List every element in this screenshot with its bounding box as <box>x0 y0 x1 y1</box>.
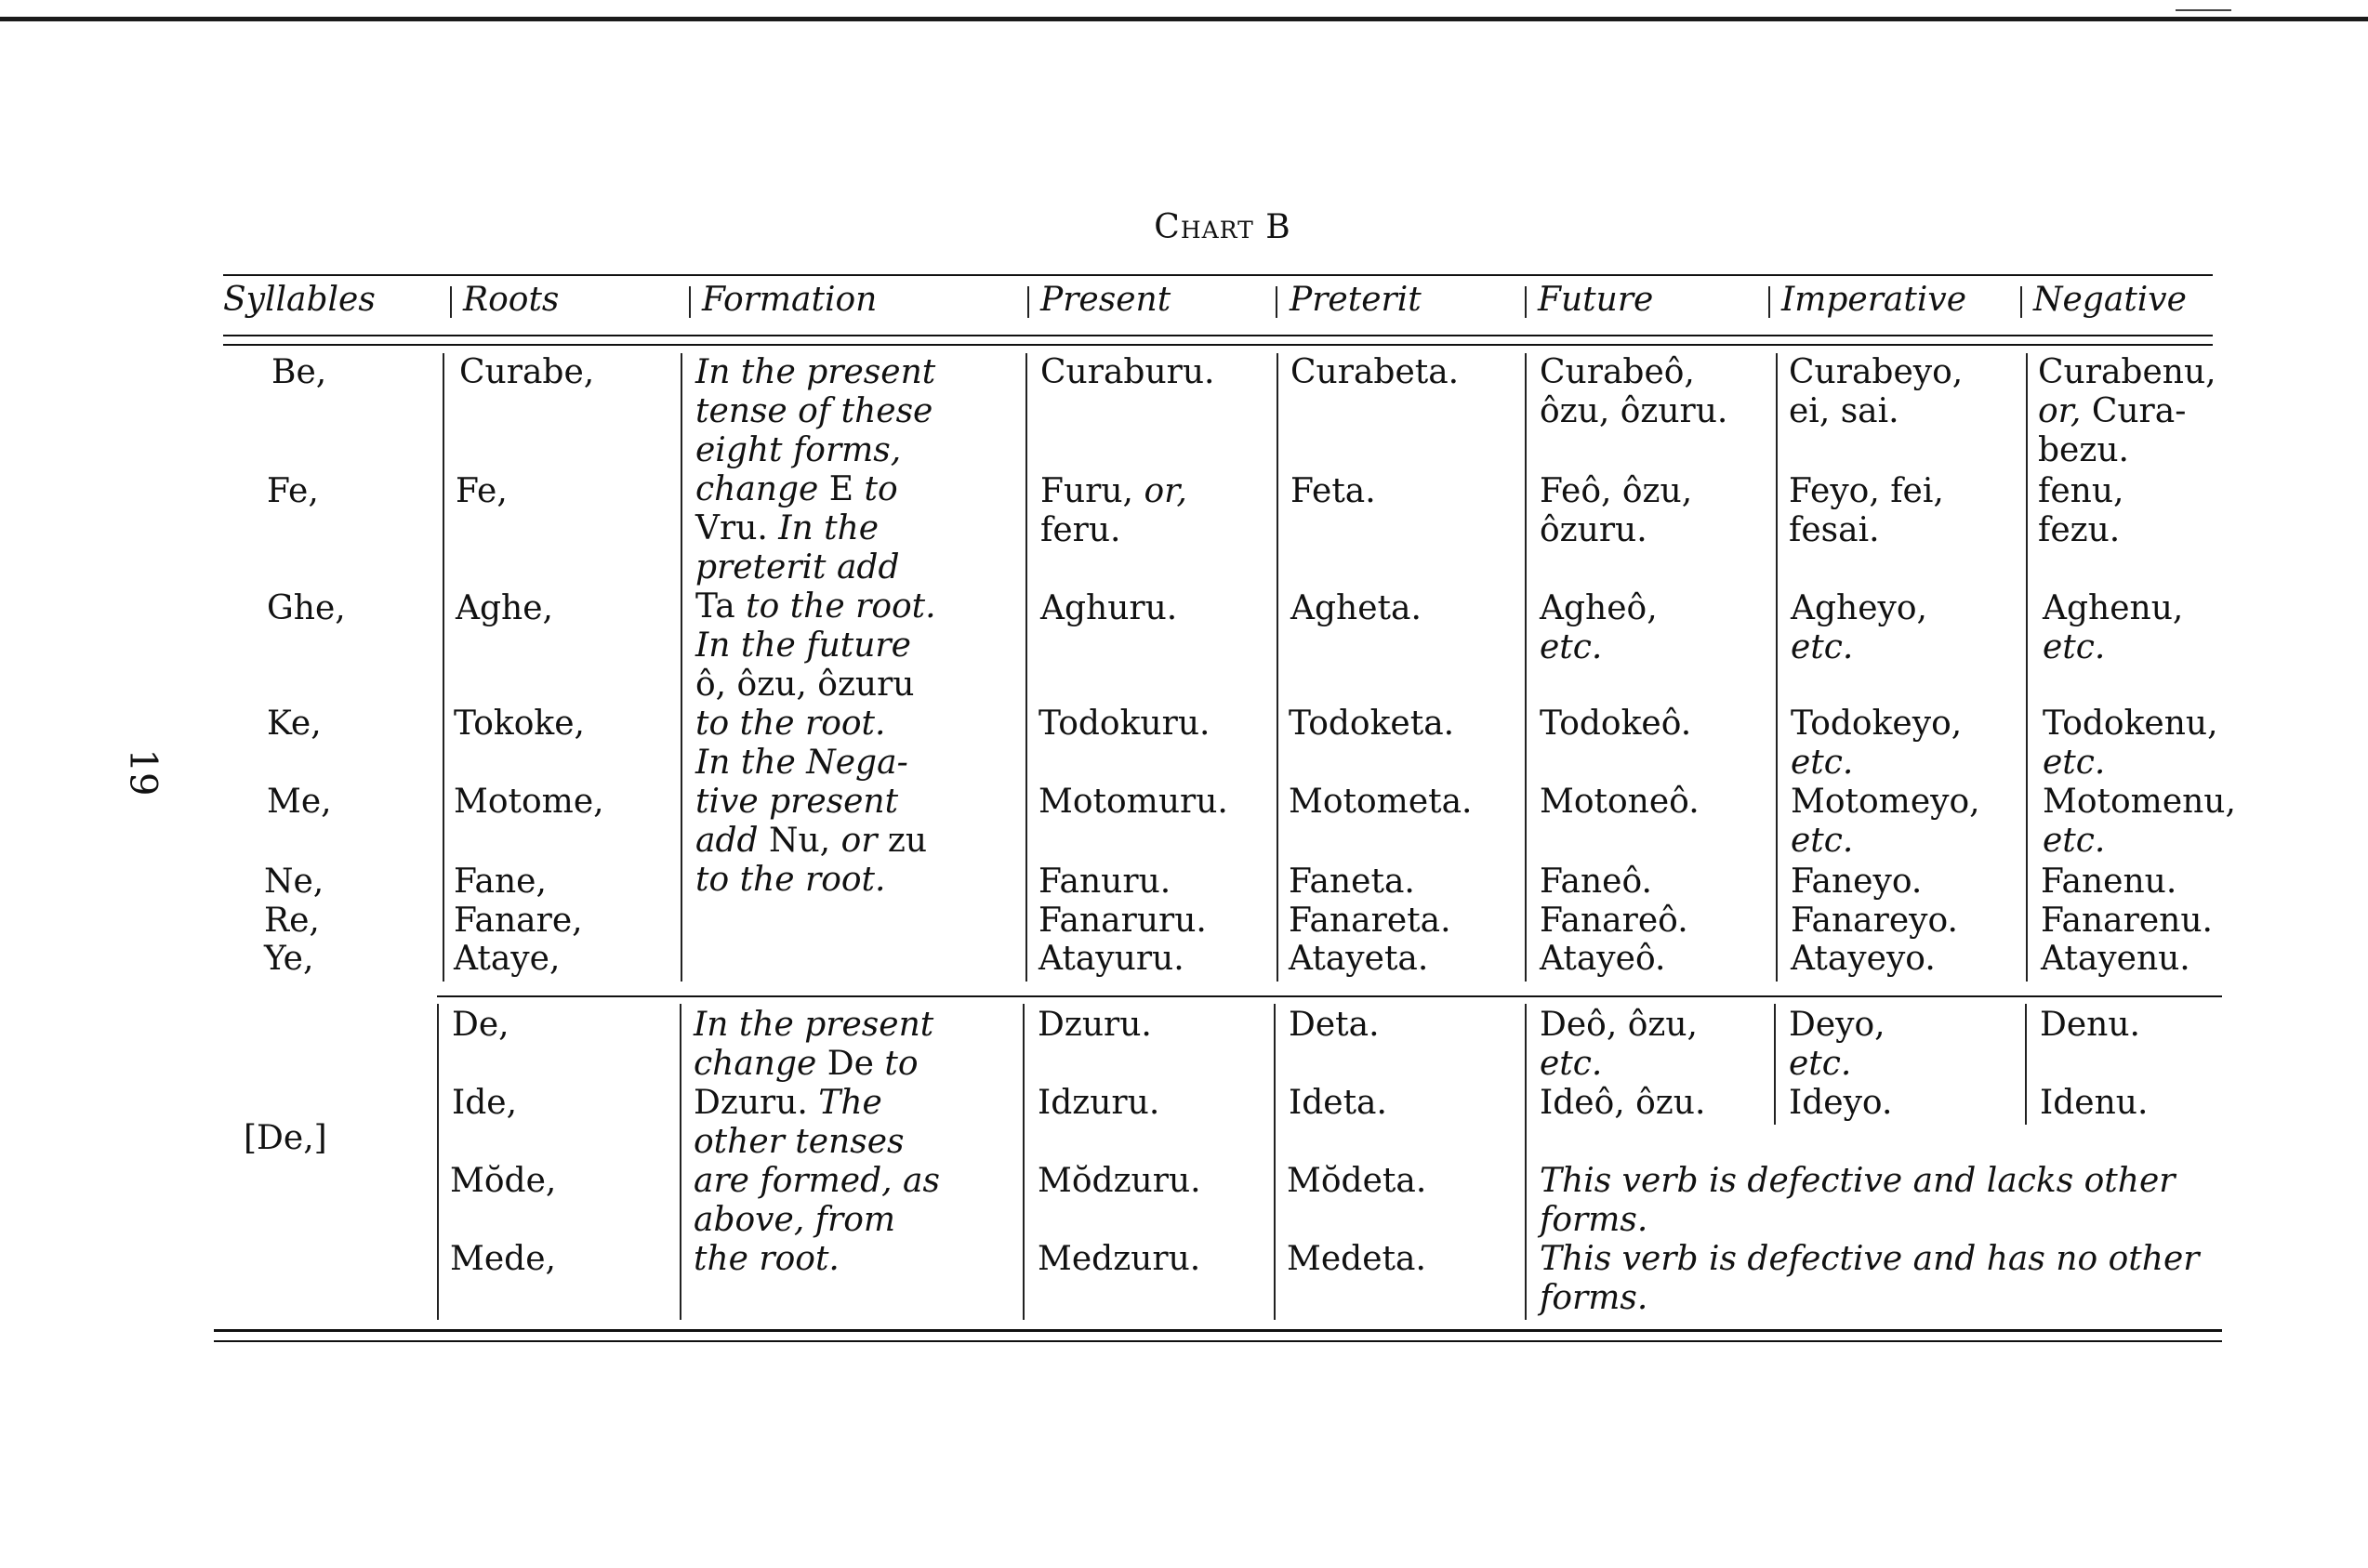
col-line-future-upper <box>1525 353 1527 982</box>
col-line-present-lower <box>1023 1004 1025 1320</box>
preterit-cell: Curabeta. <box>1290 353 1460 391</box>
col-line-roots-lower <box>437 1004 439 1320</box>
header-sep-2 <box>689 286 691 318</box>
table-bottom-rule-2 <box>214 1340 2222 1342</box>
future-cell: Fanareô. <box>1540 902 1688 940</box>
root-cell: Aghe, <box>456 589 553 627</box>
root-cell: Motome, <box>454 783 604 821</box>
negative-cell: fenu, fezu. <box>2038 472 2124 549</box>
imperative-cell: Faneyo. <box>1791 863 1923 901</box>
header-sep-3 <box>1027 286 1029 318</box>
header-formation: Formation <box>702 281 878 319</box>
present-cell: Atayuru. <box>1038 940 1184 978</box>
future-cell: Atayeô. <box>1540 940 1666 978</box>
imperative-cell: Fanareyo. <box>1791 902 1958 940</box>
root-cell: Mede, <box>450 1240 556 1278</box>
present-cell: Fanaruru. <box>1038 902 1207 940</box>
header-imperative: Imperative <box>1781 281 1967 319</box>
preterit-cell: Ideta. <box>1289 1084 1387 1122</box>
preterit-cell: Medeta. <box>1287 1240 1426 1278</box>
header-present: Present <box>1040 281 1171 319</box>
present-cell: Medzuru. <box>1038 1240 1201 1278</box>
negative-cell: Aghenu, etc. <box>2043 589 2184 666</box>
syllable-cell: Ye, <box>264 940 314 978</box>
root-cell: Ide, <box>452 1084 518 1122</box>
future-cell: Agheô, etc. <box>1540 589 1658 666</box>
header-rule-2 <box>223 344 2213 346</box>
defective-note-mode: This verb is defective and lacks other forms. <box>1540 1162 2176 1239</box>
present-cell: Mŏdzuru. <box>1038 1162 1201 1200</box>
preterit-cell: Faneta. <box>1289 863 1415 901</box>
imperative-cell: Feyo, fei, fesai. <box>1789 472 1944 549</box>
negative-cell: Motomenu, etc. <box>2043 783 2236 860</box>
syllable-cell: Ne, <box>264 863 324 901</box>
future-cell: Ideô, ôzu. <box>1540 1084 1706 1122</box>
top-border-mark <box>2176 9 2231 11</box>
preterit-cell: Mŏdeta. <box>1287 1162 1427 1200</box>
present-cell: Todokuru. <box>1038 705 1210 743</box>
syllable-cell: Me, <box>267 783 332 821</box>
header-sep-7 <box>2020 286 2022 318</box>
col-line-formation-upper <box>681 353 682 982</box>
syllable-cell: Be, <box>271 353 327 391</box>
imperative-cell: Atayeyo. <box>1791 940 1936 978</box>
present-cell: Furu, or, feru. <box>1040 472 1187 549</box>
root-cell: Fanare, <box>454 902 583 940</box>
syllable-cell: Re, <box>264 902 320 940</box>
future-cell: Faneô. <box>1540 863 1652 901</box>
negative-cell: Denu. <box>2040 1006 2140 1044</box>
defective-note-mede: This verb is defective and has no other forms. <box>1540 1240 2200 1317</box>
title-letter: B <box>1265 208 1291 246</box>
present-cell: Idzuru. <box>1038 1084 1160 1122</box>
present-cell: Motomuru. <box>1038 783 1228 821</box>
col-line-present-upper <box>1025 353 1027 982</box>
imperative-cell: Deyo, etc. <box>1789 1006 1885 1083</box>
header-future: Future <box>1538 281 1654 319</box>
root-cell: Tokoke, <box>454 705 585 743</box>
header-preterit: Preterit <box>1290 281 1422 319</box>
negative-cell: Todokenu, etc. <box>2043 705 2218 782</box>
formation-upper: In the present tense of these eight forms, change E to Vru. In the preterit add Ta to the root. In the future ô, ôzu, ôzuru to the root. In the Nega- tive present add Nu, or zu to the root. <box>695 353 936 899</box>
syllable-cell-de: [De,] <box>244 1119 327 1157</box>
preterit-cell: Fanareta. <box>1289 902 1451 940</box>
negative-cell: Atayenu. <box>2041 940 2190 978</box>
root-cell: De, <box>452 1006 509 1044</box>
preterit-cell: Deta. <box>1289 1006 1380 1044</box>
negative-cell: Fanenu. <box>2041 863 2177 901</box>
preterit-cell: Todoketa. <box>1289 705 1455 743</box>
future-cell: Feô, ôzu, ôzuru. <box>1540 472 1693 549</box>
table-bottom-rule-1 <box>214 1329 2222 1332</box>
chart-title <box>0 208 2368 246</box>
imperative-cell: Todokeyo, etc. <box>1791 705 1963 782</box>
header-sep-5 <box>1525 286 1527 318</box>
header-negative: Negative <box>2033 281 2187 319</box>
col-line-preterit-upper <box>1277 353 1278 982</box>
col-line-future-lower <box>1525 1004 1527 1320</box>
imperative-cell: Curabeyo, ei, sai. <box>1789 353 1964 430</box>
syllable-cell: Ke, <box>267 705 322 743</box>
col-line-preterit-lower <box>1274 1004 1276 1320</box>
col-line-imperative-lower <box>1774 1004 1776 1125</box>
col-line-negative-upper <box>2026 353 2028 982</box>
preterit-cell: Agheta. <box>1290 589 1422 627</box>
root-cell: Ataye, <box>454 940 561 978</box>
imperative-cell: Motomeyo, etc. <box>1791 783 1980 860</box>
negative-cell: Fanarenu. <box>2041 902 2213 940</box>
negative-cell: Idenu. <box>2040 1084 2149 1122</box>
col-line-imperative-upper <box>1776 353 1778 982</box>
syllable-cell: Ghe, <box>267 589 346 627</box>
root-cell: Fane, <box>454 863 547 901</box>
header-syllables: Syllables <box>223 281 376 319</box>
present-cell: Dzuru. <box>1038 1006 1152 1044</box>
header-sep-6 <box>1768 286 1770 318</box>
present-cell: Fanuru. <box>1038 863 1171 901</box>
future-cell: Todokeô. <box>1540 705 1692 743</box>
title-small-caps: Chart <box>1154 208 1254 246</box>
group-divider-rule <box>437 995 2222 997</box>
header-rule-1 <box>223 335 2213 336</box>
table-top-rule <box>223 274 2213 276</box>
page-number: 19 <box>121 748 165 797</box>
future-cell: Deô, ôzu, etc. <box>1540 1006 1698 1083</box>
preterit-cell: Atayeta. <box>1289 940 1429 978</box>
present-cell: Aghuru. <box>1040 589 1178 627</box>
present-cell: Curaburu. <box>1040 353 1215 391</box>
col-line-negative-lower <box>2025 1004 2027 1125</box>
future-cell: Motoneô. <box>1540 783 1700 821</box>
col-line-roots-upper <box>443 353 444 982</box>
root-cell: Fe, <box>456 472 508 510</box>
top-border <box>0 17 2368 21</box>
root-cell: Curabe, <box>459 353 595 391</box>
negative-cell: Curabenu, or, Cura- bezu. <box>2038 353 2216 469</box>
formation-lower: In the present change De to Dzuru. The other tenses are formed, as above, from the root. <box>694 1006 940 1278</box>
header-sep-1 <box>450 286 452 318</box>
header-roots: Roots <box>463 281 560 319</box>
imperative-cell: Agheyo, etc. <box>1791 589 1927 666</box>
imperative-cell: Ideyo. <box>1789 1084 1893 1122</box>
preterit-cell: Motometa. <box>1289 783 1473 821</box>
future-cell: Curabeô, ôzu, ôzuru. <box>1540 353 1728 430</box>
preterit-cell: Feta. <box>1290 472 1376 510</box>
header-sep-4 <box>1276 286 1277 318</box>
col-line-formation-lower <box>680 1004 681 1320</box>
root-cell: Mŏde, <box>450 1162 557 1200</box>
syllable-cell: Fe, <box>267 472 319 510</box>
